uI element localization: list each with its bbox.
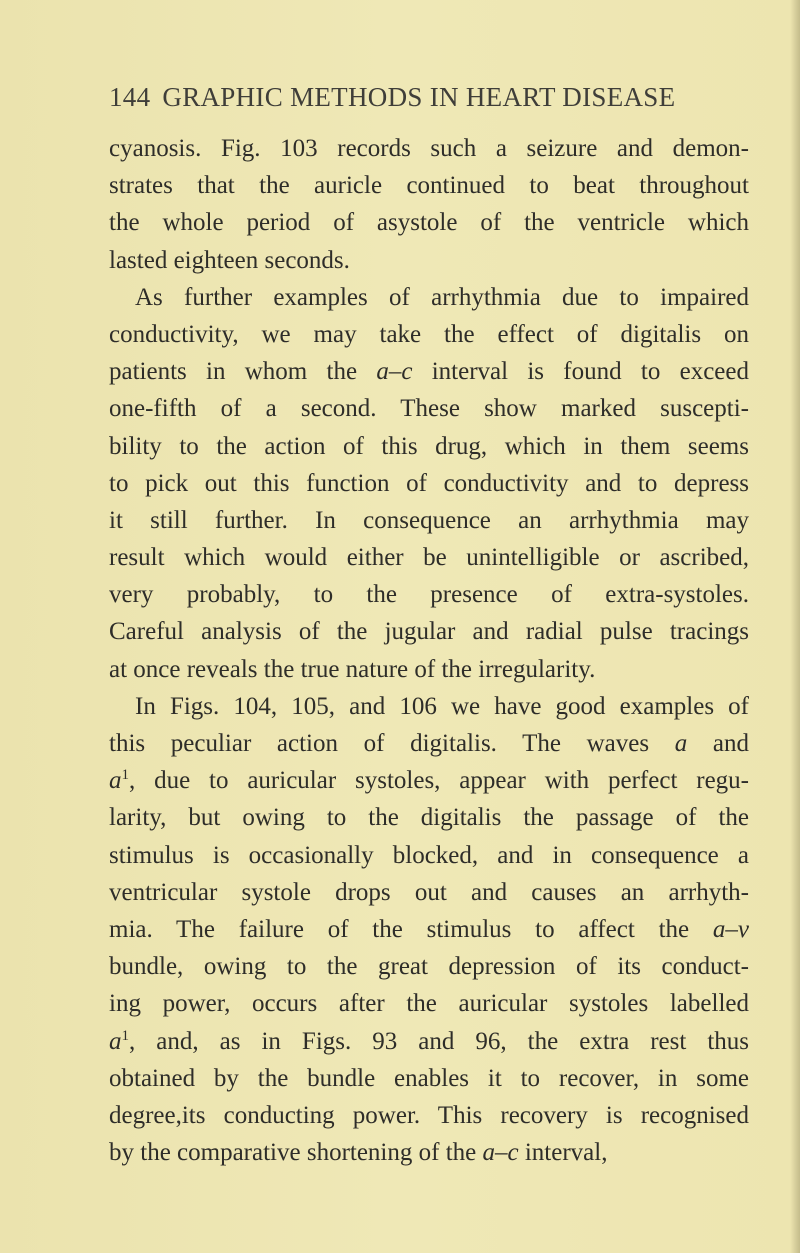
text-line: mia. The failure of the stimulus to affect the a–v [109,915,749,943]
page-number: 144 [109,82,151,112]
text-line: to pick out this function of conductivity and to depress [109,469,749,497]
text-line: In Figs. 104, 105, and 106 we have good examples of [135,692,749,720]
text-line: ventricular systole drops out and causes an arrhyth- [109,878,749,906]
text-line: larity, but owing to the digitalis the passage of the [109,804,749,832]
text-line: cyanosis. Fig. 103 records such a seizure and demon- [109,135,749,162]
text-line: this peculiar action of digitalis. The waves a and [109,730,749,757]
text-line: Careful analysis of the jugular and radial pulse tracings [109,618,749,646]
text-line: patients in whom the a–c interval is found to exceed [109,358,750,386]
running-title: GRAPHIC METHODS IN HEART DISEASE [162,82,676,112]
text-line: bundle, owing to the great depression of its conduct- [109,953,749,981]
text-line: the whole period of asystole of the ventricle which [109,209,749,237]
text-line: result which would either be unintelligible or ascribed, [109,544,749,572]
text-line: it still further. In consequence an arrhythmia may [109,506,749,534]
text-line: $a^1$, due to auricular systoles, appear with perfect regu- [109,767,749,795]
text-line: very probably, to the presence of extra-systoles. [109,581,749,609]
text-line: one-fifth of a second. These show marked suscepti- [109,395,749,423]
text-line: As further examples of arrhythmia due to impaired [135,283,749,311]
text-line: conductivity, we may take the effect of digitalis on [109,320,749,348]
text-line: bility to the action of this drug, which in them seems [109,432,749,460]
body-text [109,130,749,1171]
page-edge-shadow [790,0,800,1253]
text-line: lasted eighteen seconds. [109,246,350,274]
text-line: by the comparative shortening of the a–c interval, [109,1139,608,1167]
text-line: ing power, occurs after the auricular systoles labelled [109,990,749,1018]
text-line: stimulus is occasionally blocked, and in consequence a [109,841,749,869]
text-line: degree,its conducting power. This recovery is recognised [109,1101,749,1129]
running-head [109,82,749,113]
text-line: $a^1$, and, as in Figs. 93 and 96, the extra rest thus [109,1027,749,1055]
text-line: obtained by the bundle enables it to recover, in some [109,1064,749,1092]
text-line: strates that the auricle continued to beat throughout [109,172,749,200]
text-line: at once reveals the true nature of the irregularity. [109,655,596,683]
